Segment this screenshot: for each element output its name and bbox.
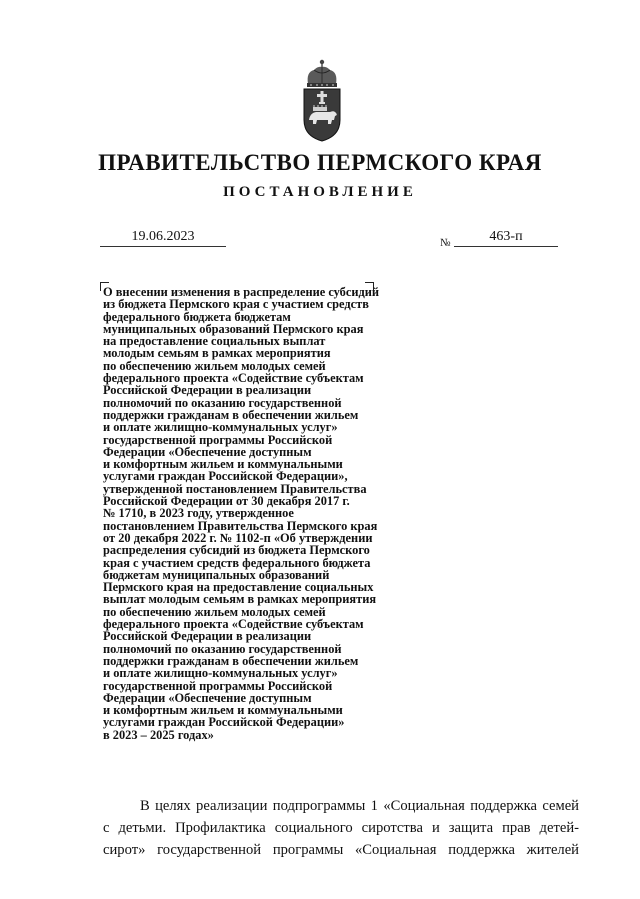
body-paragraph-line: сирот» государственной программы «Социальная поддержка жителей [103, 842, 579, 858]
document-heading [103, 286, 448, 741]
heading-line: утвержденной постановлением Правительства [103, 481, 367, 496]
heading-line: из бюджета Пермского края с участием средств [103, 297, 369, 312]
heading-line: в 2023 – 2025 годах» [103, 727, 214, 742]
heading-line: услугами граждан Российской Федерации» [103, 715, 345, 730]
document-body [103, 795, 579, 861]
heading-line: от 20 декабря 2022 г. № 1102-п «Об утверждении [103, 530, 373, 545]
heading-line: молодым семьям в рамках мероприятия [103, 346, 331, 361]
heading-line: федерального бюджета бюджетам [103, 309, 291, 324]
heading-line: Российской Федерации от 30 декабря 2017 г. [103, 494, 350, 509]
heading-line: государственной программы Российской [103, 432, 333, 447]
heading-line: поддержки гражданам в обеспечении жильем [103, 653, 359, 668]
heading-line: Российской Федерации в реализации [103, 383, 312, 398]
heading-line: по обеспечению жильем молодых семей [103, 604, 326, 619]
heading-line: № 1710, в 2023 году, утвержденное [103, 506, 294, 521]
heading-line: муниципальных образований Пермского края [103, 321, 364, 336]
body-paragraph-line: В целях реализации подпрограммы 1 «Социальная поддержка семей [140, 798, 579, 814]
perm-krai-coat-of-arms-icon [300, 58, 344, 142]
heading-line: распределения субсидий из бюджета Пермского [103, 543, 370, 558]
heading-line: бюджетам муниципальных образований [103, 567, 330, 582]
heading-line: края с участием средств федерального бюджета [103, 555, 371, 570]
heading-line: и оплате жилищно-коммунальных услуг» [103, 420, 338, 435]
crown-icon [307, 60, 337, 87]
heading-line: федерального проекта «Содействие субъектам [103, 617, 364, 632]
heading-line: полномочий по оказанию государственной [103, 641, 342, 656]
heading-line: по обеспечению жильем молодых семей [103, 358, 326, 373]
heading-line: полномочий по оказанию государственной [103, 395, 342, 410]
heading-line: выплат молодым семьям в рамках мероприятия [103, 592, 377, 607]
heading-line: услугами граждан Российской Федерации», [103, 469, 348, 484]
heading-line: на предоставление социальных выплат [103, 334, 326, 349]
heading-line: и оплате жилищно-коммунальных услуг» [103, 666, 338, 681]
document-type: ПОСТАНОВЛЕНИЕ [223, 184, 417, 200]
heading-line: Пермского края на предоставление социальных [103, 580, 374, 595]
shield-icon [304, 89, 340, 141]
document-number-label: № [440, 237, 451, 249]
heading-line: постановлением Правительства Пермского края [103, 518, 378, 533]
heading-line: и комфортным жильем и коммунальными [103, 703, 343, 718]
organization-title: ПРАВИТЕЛЬСТВО ПЕРМСКОГО КРАЯ [98, 150, 542, 175]
heading-line: Федерации «Обеспечение доступным [103, 444, 312, 459]
document-number: 463-п [454, 229, 558, 247]
heading-line: государственной программы Российской [103, 678, 333, 693]
heading-line: Российской Федерации в реализации [103, 629, 312, 644]
heading-line: и комфортным жильем и коммунальными [103, 457, 343, 472]
document-date: 19.06.2023 [100, 229, 226, 247]
heading-line: федерального проекта «Содействие субъектам [103, 371, 364, 386]
heading-line: Федерации «Обеспечение доступным [103, 690, 312, 705]
heading-line: О внесении изменения в распределение субсидий [103, 285, 380, 299]
body-paragraph-line: с детьми. Профилактика социального сиротства и защита прав детей- [103, 820, 579, 836]
heading-line: поддержки гражданам в обеспечении жильем [103, 407, 359, 422]
